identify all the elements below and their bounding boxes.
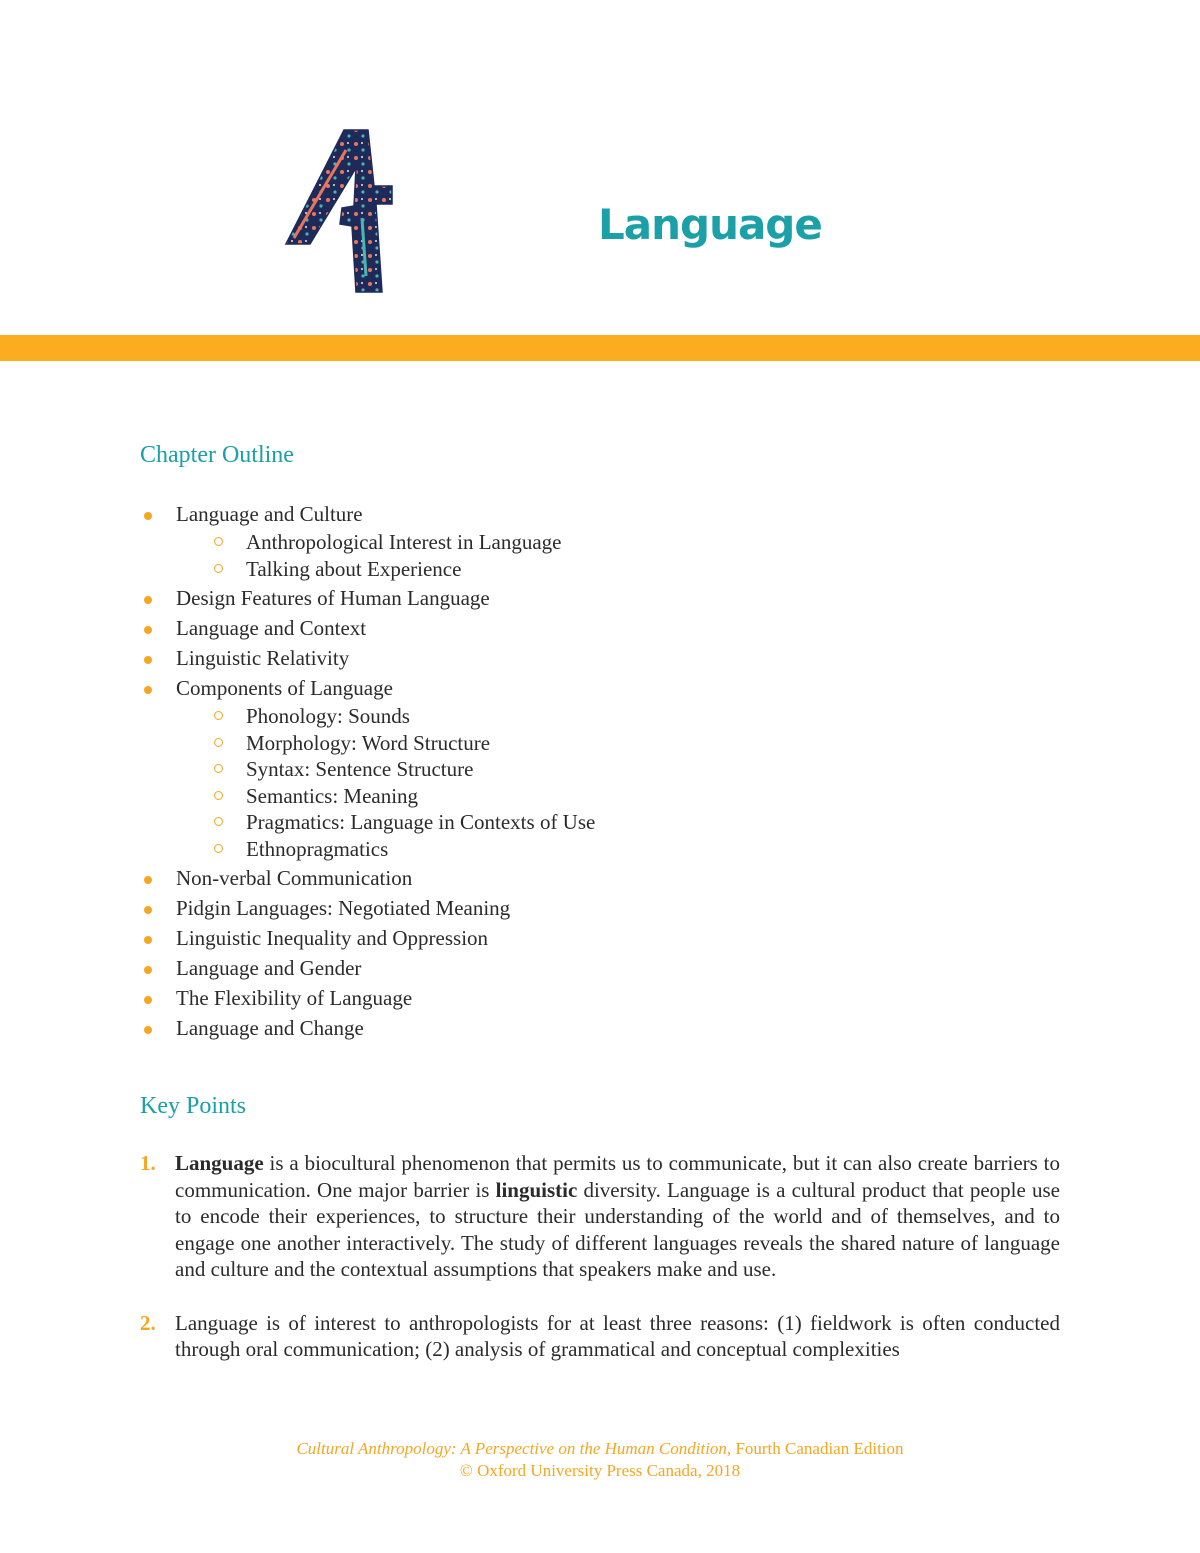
chapter-outline-list xyxy=(140,502,595,1046)
footer-citation: Cultural Anthropology: A Perspective on the Human Condition, Fourth Canadian Edition xyxy=(296,1439,904,1458)
outline-subitem: Ethnopragmatics xyxy=(140,836,595,863)
key-point: 2. Language is of interest to anthropologists for at least three reasons: (1) fieldwork is often conducted through oral communication; (2) analysis of grammatical and conceptual complexities xyxy=(140,1310,1060,1361)
chapter-outline-heading: Chapter Outline xyxy=(140,442,294,468)
key-points-heading: Key Points xyxy=(140,1093,247,1119)
chapter-number-graphic xyxy=(282,126,397,296)
outline-item: Linguistic Relativity xyxy=(140,646,595,676)
bullet-icon xyxy=(144,656,152,664)
key-term: linguistic xyxy=(495,1177,578,1202)
outline-item: Pidgin Languages: Negotiated Meaning xyxy=(140,896,595,926)
bullet-icon xyxy=(144,686,152,694)
page-footer xyxy=(0,1438,1200,1482)
bullet-icon xyxy=(144,996,152,1004)
outline-item: Language and Culture xyxy=(140,502,595,529)
circle-bullet-icon xyxy=(214,738,223,747)
bullet-icon xyxy=(144,596,152,604)
outline-subitem: Morphology: Word Structure xyxy=(140,730,595,757)
key-points-list xyxy=(140,1150,1060,1363)
outline-subitem: Talking about Experience xyxy=(140,556,595,583)
header-band xyxy=(0,335,1200,361)
outline-item: Language and Context xyxy=(140,616,595,646)
outline-subitem: Pragmatics: Language in Contexts of Use xyxy=(140,809,595,836)
bullet-icon xyxy=(144,906,152,914)
book-title: Cultural Anthropology: A Perspective on the Human Condition, xyxy=(296,1439,732,1458)
outline-subitem: Anthropological Interest in Language xyxy=(140,529,595,556)
outline-item: The Flexibility of Language xyxy=(140,986,595,1016)
key-point: 1. Language is a biocultural phenomenon that permits us to communicate, but it can also create barriers to communication. One major barrier is linguistic diversity. Language is a cultural product that people use to encode their experiences, to structure their understanding of the world and of themselves, and to engage one another interactively. The study of different languages reveals the shared nature of language and culture and the contextual assumptions that speakers make and use. xyxy=(140,1151,1060,1281)
outline-item: Language and Change xyxy=(140,1016,595,1046)
key-term: Language xyxy=(175,1151,264,1175)
circle-bullet-icon xyxy=(214,817,223,826)
outline-subitem: Syntax: Sentence Structure xyxy=(140,756,595,783)
outline-item: Non-verbal Communication xyxy=(140,866,595,896)
key-point-number: 1. xyxy=(140,1151,156,1175)
bullet-icon xyxy=(144,876,152,884)
footer-copyright: © Oxford University Press Canada, 2018 xyxy=(459,1461,741,1480)
circle-bullet-icon xyxy=(214,537,223,546)
outline-item: Design Features of Human Language xyxy=(140,586,595,616)
outline-item: Language and Gender xyxy=(140,956,595,986)
circle-bullet-icon xyxy=(214,764,223,773)
bullet-icon xyxy=(144,1026,152,1034)
outline-item: Components of Language xyxy=(140,676,595,703)
outline-subitem: Phonology: Sounds xyxy=(140,703,595,730)
key-point-number: 2. xyxy=(140,1310,156,1335)
bullet-icon xyxy=(144,512,152,520)
circle-bullet-icon xyxy=(214,844,223,853)
chapter-number xyxy=(282,126,397,296)
circle-bullet-icon xyxy=(214,564,223,573)
bullet-icon xyxy=(144,966,152,974)
bullet-icon xyxy=(144,936,152,944)
outline-subitem: Semantics: Meaning xyxy=(140,783,595,810)
chapter-title: Language xyxy=(598,200,822,250)
outline-item: Linguistic Inequality and Oppression xyxy=(140,926,595,956)
bullet-icon xyxy=(144,626,152,634)
circle-bullet-icon xyxy=(214,791,223,800)
circle-bullet-icon xyxy=(214,711,223,720)
